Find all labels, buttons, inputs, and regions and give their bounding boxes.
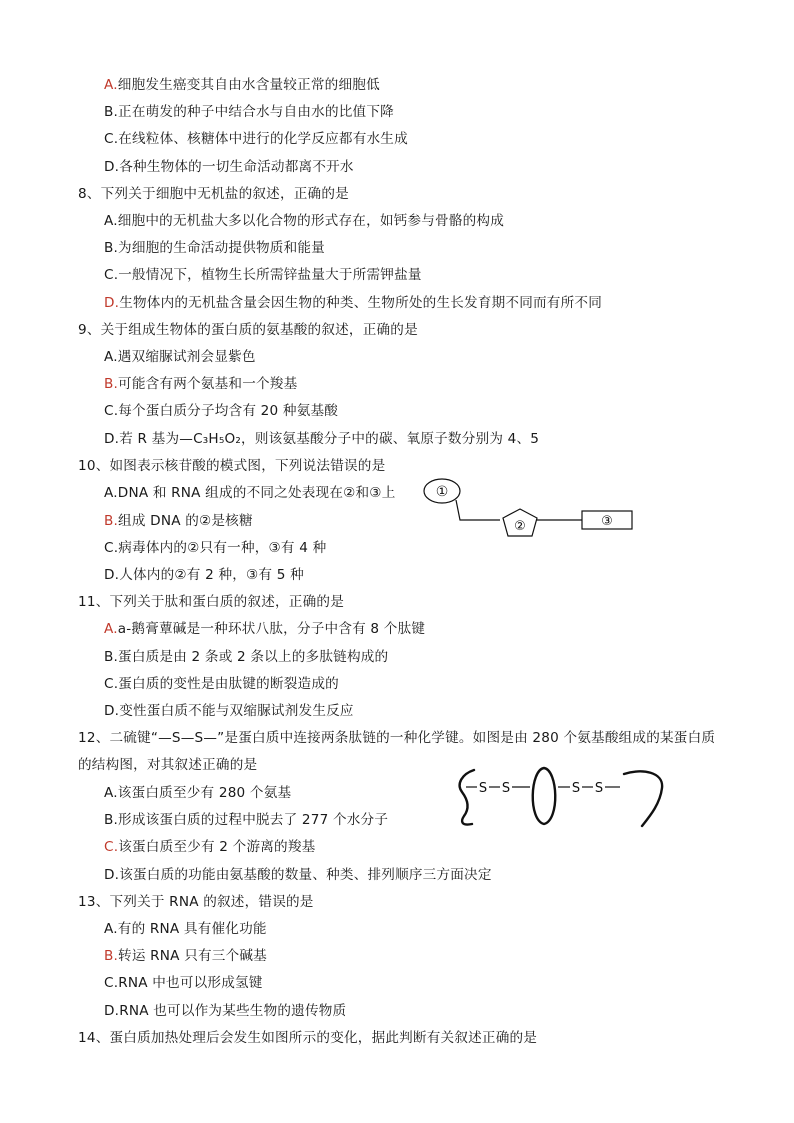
q14-stem: 14、蛋白质加热处理后会发生如图所示的变化，据此判断有关叙述正确的是 [78, 1030, 538, 1046]
q11-option-d: D.变性蛋白质不能与双缩脲试剂发生反应 [104, 703, 354, 719]
q8-option-b: B.为细胞的生命活动提供物质和能量 [104, 240, 325, 256]
q12-option-b: B.形成该蛋白质的过程中脱去了 277 个水分子 [104, 812, 389, 828]
q11-option-a: A.a-鹅膏蕈碱是一种环状八肽，分子中含有 8 个肽键 [104, 621, 426, 637]
base-label: ③ [601, 514, 613, 529]
q9-option-a: A.遇双缩脲试剂会显紫色 [104, 349, 256, 365]
nucleotide-diagram [420, 476, 640, 542]
q13-stem: 13、下列关于 RNA 的叙述，错误的是 [78, 894, 314, 910]
sulfur-atom: S [501, 781, 511, 796]
q9-option-c: C.每个蛋白质分子均含有 20 种氨基酸 [104, 403, 339, 419]
q9-option-d: D.若 R 基为—C₃H₅O₂，则该氨基酸分子中的碳、氧原子数分别为 4、5 [104, 431, 540, 447]
q11-stem: 11、下列关于肽和蛋白质的叙述，正确的是 [78, 594, 344, 610]
q10-stem: 10、如图表示核苷酸的模式图，下列说法错误的是 [78, 458, 386, 474]
q12-option-c: C.该蛋白质至少有 2 个游离的羧基 [104, 839, 316, 855]
peptide-chain-right [624, 771, 662, 826]
q10-option-a: A.DNA 和 RNA 组成的不同之处表现在②和③上 [104, 485, 396, 501]
q10-option-b: B.组成 DNA 的②是核糖 [104, 513, 253, 529]
q7-option-d: D.各种生物体的一切生命活动都离不开水 [104, 159, 354, 175]
q8-stem: 8、下列关于细胞中无机盐的叙述，正确的是 [78, 186, 349, 202]
q12-option-d: D.该蛋白质的功能由氨基酸的数量、种类、排列顺序三方面决定 [104, 867, 492, 883]
q10-option-d: D.人体内的②有 2 种，③有 5 种 [104, 567, 304, 583]
q9-option-b: B.可能含有两个氨基和一个羧基 [104, 376, 298, 392]
q8-option-c: C.一般情况下，植物生长所需锌盐量大于所需钾盐量 [104, 267, 422, 283]
q8-option-a: A.细胞中的无机盐大多以化合物的形式存在，如钙参与骨骼的构成 [104, 213, 505, 229]
disulfide-protein-diagram [452, 760, 674, 832]
q13-option-d: D.RNA 也可以作为某些生物的遗传物质 [104, 1003, 347, 1019]
q10-option-c: C.病毒体内的②只有一种，③有 4 种 [104, 540, 327, 556]
sulfur-atom: S [594, 781, 604, 796]
peptide-chain-left [460, 770, 474, 825]
q13-option-b: B.转运 RNA 只有三个碱基 [104, 948, 267, 964]
q13-option-c: C.RNA 中也可以形成氢键 [104, 975, 263, 991]
phosphate-label: ① [435, 484, 449, 500]
q7-option-b: B.正在萌发的种子中结合水与自由水的比值下降 [104, 104, 394, 120]
q9-stem: 9、关于组成生物体的蛋白质的氨基酸的叙述，正确的是 [78, 322, 418, 338]
q12-stem-line1: 12、二硫键“—S—S—”是蛋白质中连接两条肽链的一种化学键。如图是由 280 个氨基酸组成的某蛋白质 [78, 730, 716, 746]
q12-option-a: A.该蛋白质至少有 280 个氨基 [104, 785, 292, 801]
q13-option-a: A.有的 RNA 具有催化功能 [104, 921, 267, 937]
sulfur-atom: S [571, 781, 581, 796]
q8-option-d: D.生物体内的无机盐含量会因生物的种类、生物所处的生长发育期不同而有所不同 [104, 295, 602, 311]
sulfur-atom: S [478, 781, 488, 796]
q11-option-c: C.蛋白质的变性是由肽键的断裂造成的 [104, 676, 339, 692]
peptide-chain-loop [533, 768, 556, 824]
q7-option-c: C.在线粒体、核糖体中进行的化学反应都有水生成 [104, 131, 408, 147]
q11-option-b: B.蛋白质是由 2 条或 2 条以上的多肽链构成的 [104, 649, 389, 665]
q7-option-a: A.细胞发生癌变其自由水含量较正常的细胞低 [104, 77, 380, 93]
phosphate-sugar-bond [456, 500, 500, 520]
q12-stem-line2: 的结构图，对其叙述正确的是 [78, 757, 258, 773]
sugar-label: ② [514, 519, 526, 534]
